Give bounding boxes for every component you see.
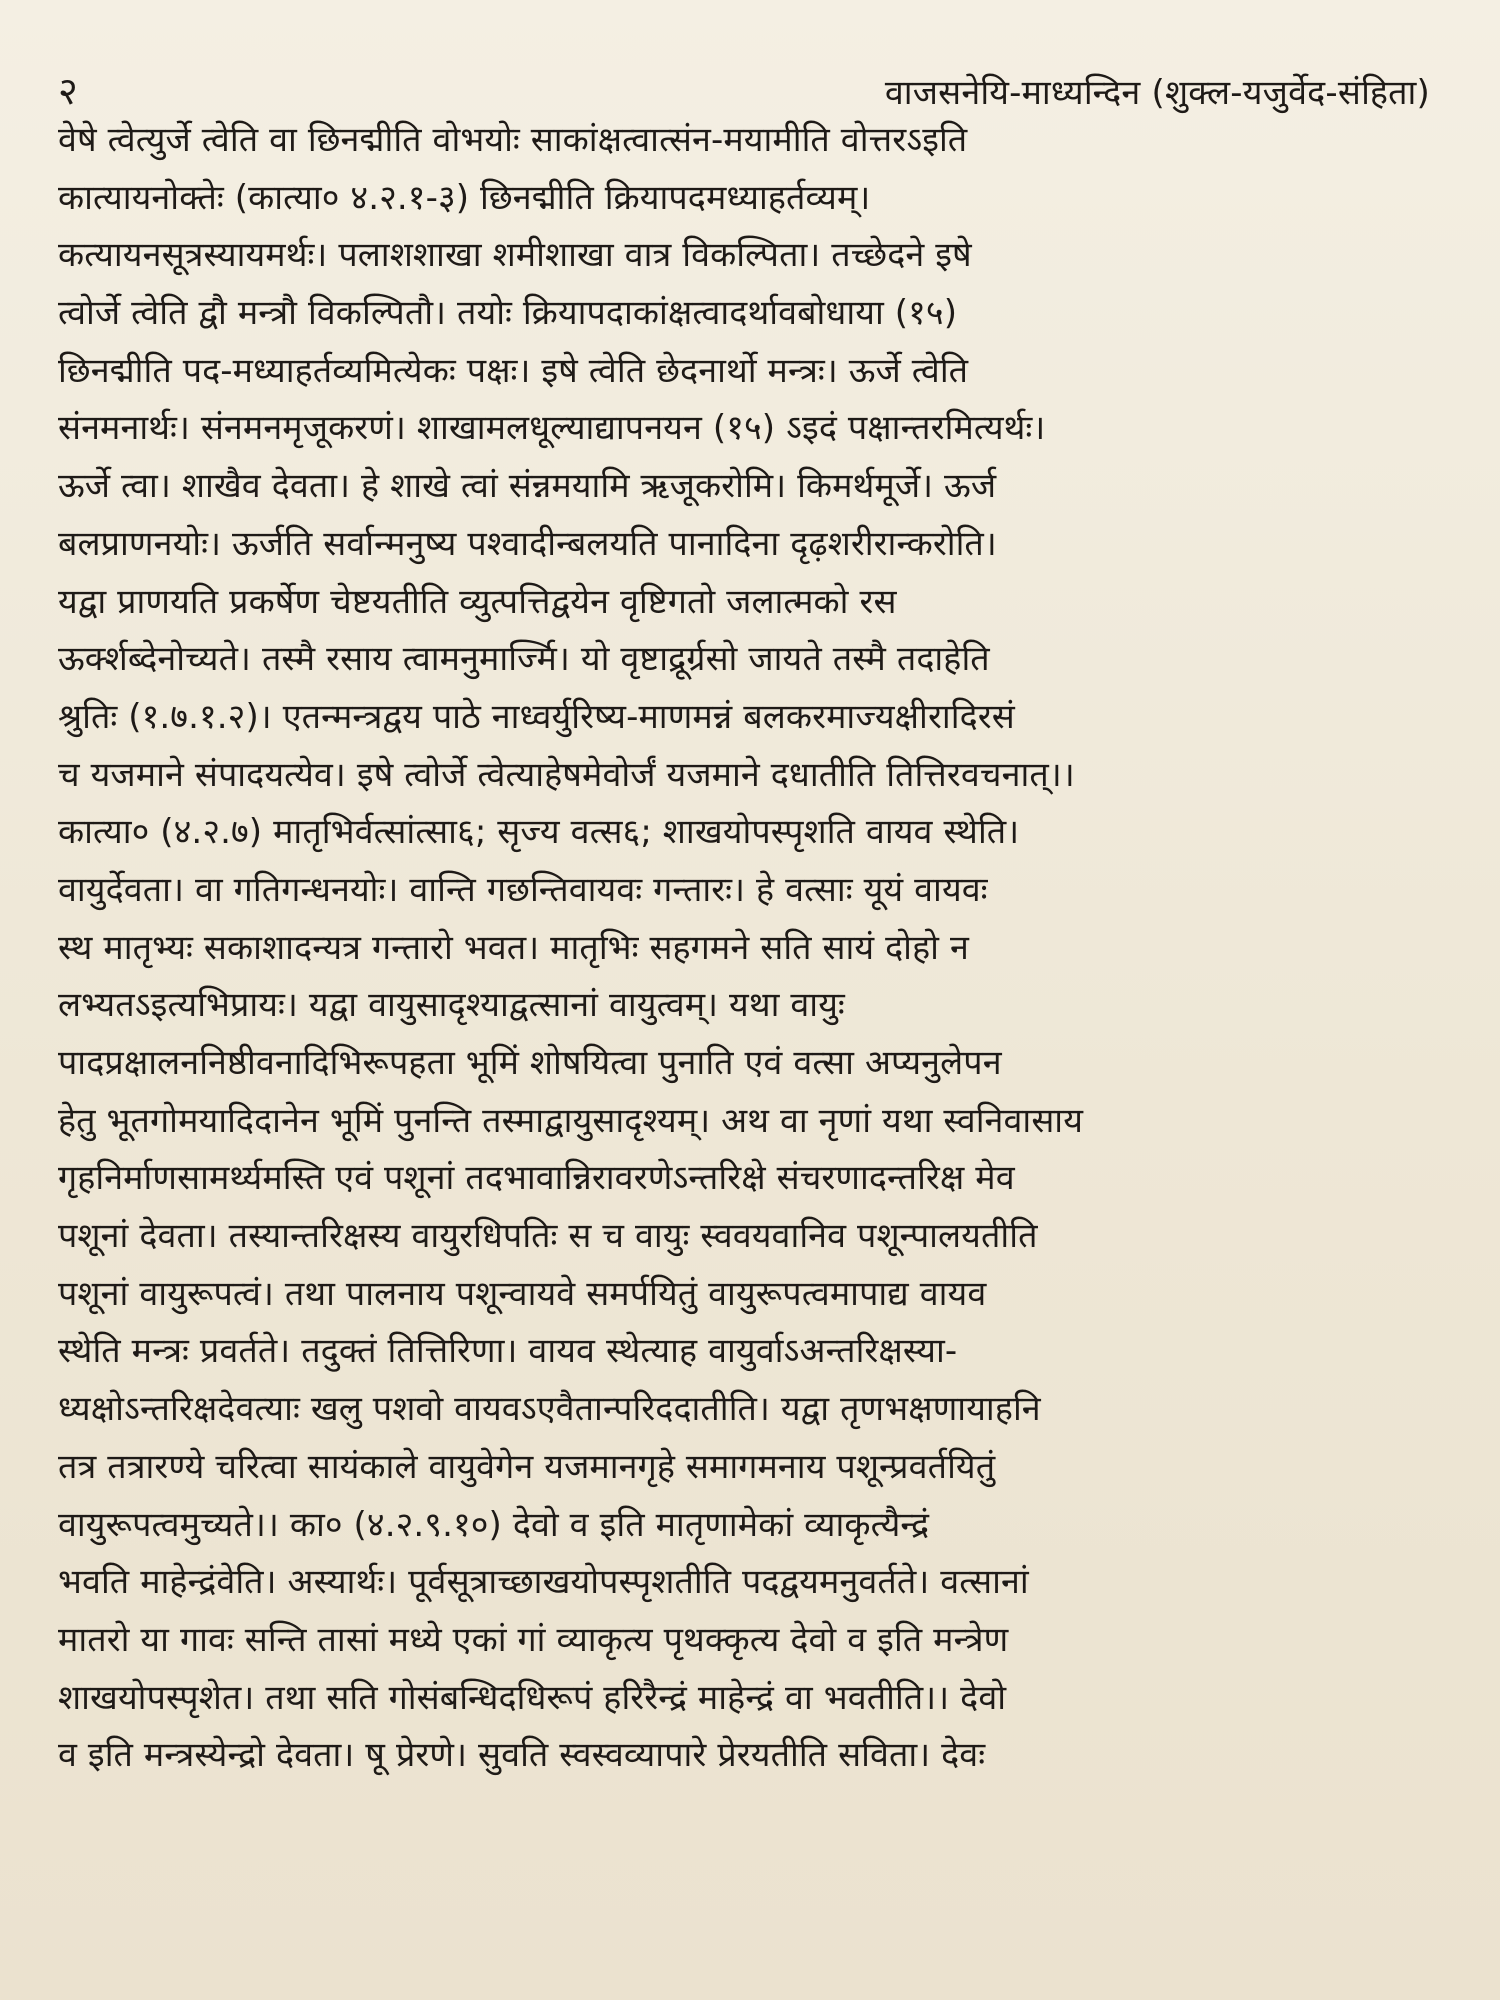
text-line: वेषे त्वेत्युर्जे त्वेति वा छिनद्मीति वोभयोः साकांक्षत्वात्संन-मयामीति वोत्तरऽइति	[58, 120, 968, 160]
text-line: ध्यक्षोऽन्तरिक्षदेवत्याः खलु पशवो वायवऽएवैतान्परिददातीति। यद्वा तृणभक्षणायाहनि	[58, 1389, 1041, 1430]
text-line: श्रुतिः (१.७.१.२)। एतन्मन्त्रद्वय पाठे नाध्वर्युरिष्य-माणमन्नं बलकरमाज्यक्षीरादिरसं	[58, 696, 1015, 737]
text-line: गृहनिर्माणसामर्थ्यमस्ति एवं पशूनां तदभावान्निरावरणेऽन्तरिक्षे संचरणादन्तरिक्ष मेव	[58, 1158, 1015, 1199]
text-line: ऊर्जे त्वा। शाखैव देवता। हे शाखे त्वां संन्नमयामि ऋजूकरोमि। किमर्थमूर्जे। ऊर्ज	[58, 466, 997, 507]
text-line: पशूनां वायुरूपत्वं। तथा पालनाय पशून्वायवे समर्पयितुं वायुरूपत्वमापाद्य वायव	[58, 1273, 987, 1314]
page-number: २	[58, 69, 78, 113]
text-line: स्थ मातृभ्यः सकाशादन्यत्र गन्तारो भवत। मातृभिः सहगमने सति सायं दोहो न	[58, 927, 969, 968]
text-line: पादप्रक्षालननिष्ठीवनादिभिरूपहता भूमिं शोषयित्वा पुनाति एवं वत्सा अप्यनुलेपन	[58, 1043, 1002, 1083]
text-line: ऊर्क्शब्देनोच्यते। तस्मै रसाय त्वामनुमार्ज्मि। यो वृष्टाद्रूर्ग्रसो जायते तस्मै तदाहेति	[58, 639, 990, 680]
text-line: तत्र तत्रारण्ये चरित्वा सायंकाले वायुवेगेन यजमानगृहे समागमनाय पशून्प्रवर्तयितुं	[58, 1446, 996, 1487]
text-line: त्वोर्जे त्वेति द्वौ मन्त्रौ विकल्पितौ। तयोः क्रियापदाकांक्षत्वादर्थावबोधाया (१५)	[58, 293, 958, 334]
text-line: पशूनां देवता। तस्यान्तरिक्षस्य वायुरधिपतिः स च वायुः स्ववयवानिव पशून्पालयतीति	[58, 1216, 1038, 1257]
page-header	[58, 54, 1430, 113]
text-line: छिनद्मीति पद-मध्याहर्तव्यमित्येकः पक्षः। इषे त्वेति छेदनार्थो मन्त्रः। ऊर्जे त्वेति	[58, 350, 969, 391]
text-line: वायुरूपत्वमुच्यते।। का० (४.२.९.१०) देवो व इति मातृणामेकां व्याकृत्यैन्द्रं	[58, 1504, 930, 1545]
text-line: यद्वा प्राणयति प्रकर्षेण चेष्टयतीति व्युत्पत्तिद्वयेन वृष्टिगतो जलात्मको रस	[58, 581, 897, 622]
text-line: संनमनार्थः। संनमनमृजूकरणं। शाखामलधूल्याद्यापनयन (१५) ऽइदं पक्षान्तरमित्यर्थः।	[58, 408, 1046, 449]
text-line: मातरो या गावः सन्ति तासां मध्ये एकां गां व्याकृत्य पृथक्कृत्य देवो व इति मन्त्रेण	[58, 1619, 1009, 1660]
text-line: बलप्राणनयोः। ऊर्जति सर्वान्मनुष्य पश्वादीन्बलयति पानादिना दृढ़शरीरान्करोति।	[58, 523, 997, 564]
text-line: व इति मन्त्रस्येन्द्रो देवता। षू प्रेरणे। सुवति स्वस्वव्यापारे प्रेरयतीति सविता। देवः	[58, 1735, 986, 1776]
commentary-text	[58, 112, 1450, 1785]
text-line: लभ्यतऽइत्यभिप्रायः। यद्वा वायुसादृश्याद्वत्सानां वायुत्वम्। यथा वायुः	[58, 985, 845, 1026]
text-line: कत्यायनसूत्रस्यायमर्थः। पलाशशाखा शमीशाखा वात्र विकल्पिता। तच्छेदने इषे	[58, 235, 972, 276]
text-line: स्थेति मन्त्रः प्रवर्तते। तदुक्तं तित्तिरिणा। वायव स्थेत्याह वायुर्वाऽअन्तरिक्षस्या-	[58, 1331, 958, 1372]
text-line: च यजमाने संपादयत्येव। इषे त्वोर्जे त्वेत्याहेषमेवोर्जं यजमाने दधातीति तित्तिरवचनात्।।	[58, 754, 1075, 795]
running-title: वाजसनेयि-माध्यन्दिन (शुक्ल-यजुर्वेद-संहिता)	[884, 73, 1430, 113]
text-line: वायुर्देवता। वा गतिगन्धनयोः। वान्ति गछन्तिवायवः गन्तारः। हे वत्साः यूयं वायवः	[58, 869, 988, 910]
text-line: कात्यायनोक्तेः (कात्या० ४.२.१-३) छिनद्मीति क्रियापदमध्याहर्तव्यम्।	[58, 177, 871, 218]
text-line: भवति माहेन्द्रंवेति। अस्यार्थः। पूर्वसूत्राच्छाखयोपस्पृशतीति पदद्वयमनुवर्तते। वत्सानां	[58, 1562, 1029, 1603]
text-line: हेतु भूतगोमयादिदानेन भूमिं पुनन्ति तस्माद्वायुसादृश्यम्। अथ वा नृणां यथा स्वनिवासाय	[58, 1100, 1084, 1141]
text-line: शाखयोपस्पृशेत। तथा सति गोसंबन्धिदधिरूपं हरिरैन्द्रं माहेन्द्रं वा भवतीति।। देवो	[58, 1677, 1007, 1718]
text-line: कात्या० (४.२.७) मातृभिर्वत्सांत्सा६; सृज्य वत्स६; शाखयोपस्पृशति वायव स्थेति।	[58, 812, 1020, 853]
